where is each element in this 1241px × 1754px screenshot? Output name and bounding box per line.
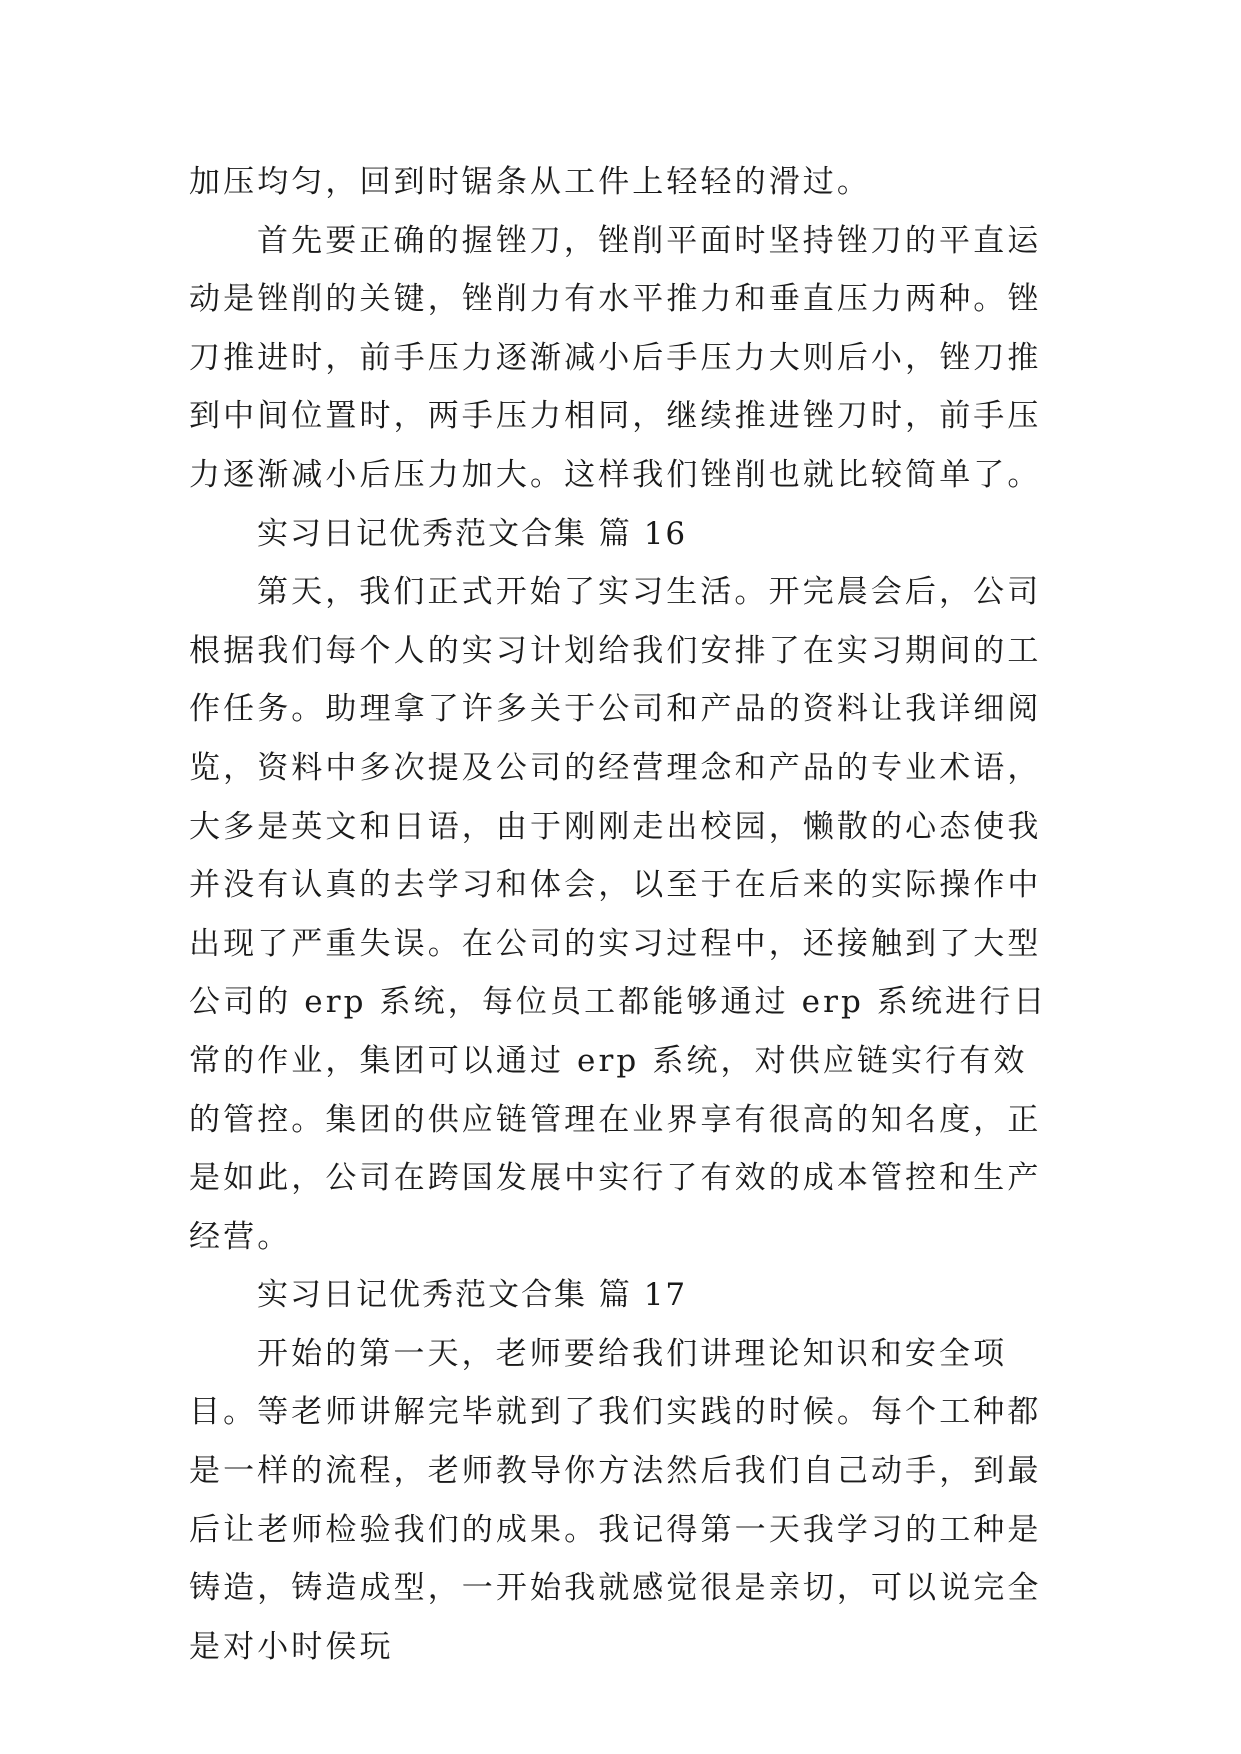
section-heading-16: 实习日记优秀范文合集 篇 16 [257,515,688,552]
section-heading-17: 实习日记优秀范文合集 篇 17 [257,1277,688,1314]
paragraph-continued: 加压均匀，回到时锯条从工件上轻轻的滑过。 [189,164,871,200]
paragraph-internship-first-day: 第天，我们正式开始了实习生活。开完晨会后，公司根据我们每个人的实习计划给我们安排了在实习期间的工作任务。助理拿了许多关于公司和产品的资料让我详细阅览，资料中多次提及公司的经营理念和产品的专业术语，大多是英文和日语，由于刚刚走出校园，懒散的心态使我并没有认真的去学习和体会，以至于在后来的实际操作中出现了严重失误。在公司的实习过程中，还接触到了大型公司的 erp 系统，每位员工都能够通过 erp 系统进行日常的作业，集团可以通过 erp 系统，对供应链实行有效的管控。集团的供应链管理在业界享有很高的知名度，正是如此，公司在跨国发展中实行了有效的成本管控和生产经营。 [189,574,1048,1255]
document-body [189,153,1049,1676]
paragraph-filing-technique: 首先要正确的握锉刀，锉削平面时坚持锉刀的平直运动是锉削的关键，锉削力有水平推力和垂直压力两种。锉刀推进时，前手压力逐渐减小后手压力大则后小，锉刀推到中间位置时，两手压力相同，继续推进锉刀时，前手压力逐渐减小后压力加大。这样我们锉削也就比较简单了。 [189,222,1042,493]
paragraph-casting-practice: 开始的第一天，老师要给我们讲理论知识和安全项目。等老师讲解完毕就到了我们实践的时候。每个工种都是一样的流程，老师教导你方法然后我们自己动手，到最后让老师检验我们的成果。我记得第一天我学习的工种是铸造，铸造成型，一开始我就感觉很是亲切，可以说完全是对小时侯玩 [189,1335,1042,1665]
